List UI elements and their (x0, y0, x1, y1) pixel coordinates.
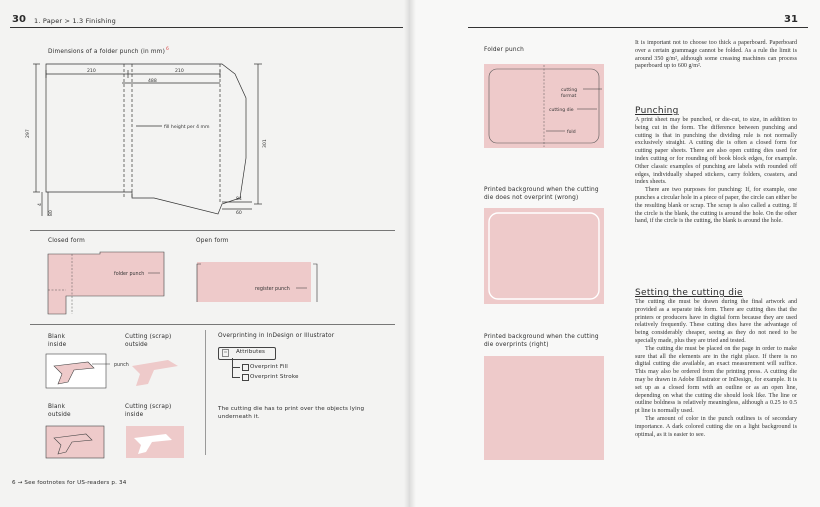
blank-inside-caption (48, 333, 66, 349)
dim-left-b: 80 (49, 210, 54, 216)
blank-inside-line2: inside (48, 342, 67, 348)
cutting-outside-caption (125, 333, 171, 349)
cutting-format-label-2: format (561, 94, 577, 99)
overprint-note-line2: underneath it. (218, 413, 260, 420)
dim-height: 297 (26, 129, 31, 138)
folder-punch-diagram (483, 63, 611, 151)
overprint-note-line1: The cutting die has to print over the objects lying (218, 406, 365, 412)
section-divider-1 (30, 230, 395, 231)
printed-bg-wrong-line1: Printed background when the cutting (484, 187, 599, 193)
overprint-fill-checkbox[interactable] (242, 364, 249, 371)
open-form-caption: Open form (196, 238, 229, 244)
cutting-die-label: cutting die (549, 108, 574, 113)
overprint-caption: Overprinting in InDesign or Illustrator (218, 333, 335, 339)
dims-caption-text: Dimensions of a folder punch (in mm) (48, 48, 166, 55)
overprint-note (218, 406, 364, 421)
cutting-inside-diagram (124, 424, 188, 460)
overprint-divider (205, 330, 206, 455)
overprint-stroke-checkbox[interactable] (242, 374, 249, 381)
footnote-mark: 6 (166, 47, 170, 52)
intro-paragraph: It is important not to choose too thick a paperboard. Paperboard over a certain grammage cannot be folded. As a rule the limit is around 350 g/m², although some creasing machines can process paperboard up to 600 g/m². (635, 40, 797, 70)
blank-outside-line1: Blank (48, 404, 66, 410)
cutting-inside-caption (125, 403, 171, 419)
printed-bg-right-line2: die overprints (right) (484, 342, 549, 348)
dim-right-height: 301 (263, 139, 268, 148)
folder-dimensions-diagram (26, 58, 280, 223)
footnote-reference: 6 → See footnotes for US-readers p. 34 (12, 480, 127, 486)
blank-inside-line1: Blank (48, 334, 66, 340)
printed-bg-wrong-line2: die does not overprint (wrong) (484, 195, 579, 201)
folder-punch-label: folder punch (114, 272, 145, 277)
dim-top-right: 210 (175, 69, 184, 74)
punch-label: punch (114, 363, 129, 368)
punching-heading: Punching (635, 106, 679, 116)
dim-total: 488 (148, 79, 157, 84)
cutting-outside-line2: outside (125, 342, 148, 348)
punching-paragraph-2: There are two purposes for punching: If, for example, one punches a circular hole in a piece of paper, the circle can either be the resulting blank or scrap. The scrap is also called a cutting. If the circle is the blank, the cutting is around the hole. On the other hand, if the circle is the cutting, the blank is around the hole. (635, 187, 797, 225)
punching-paragraph-1: A print sheet may be punched, or die-cut, to size, in addition to being cut in the form. The difference between punching and cutting is that in punching the dividing rule is not normally exclusively straight. A cutting die is often a closed form for cutting paper sheets. There are also open cutting dies used for index cutting or for rounding off book block edges, for example. Other classic examples of punching are labels with rounded off edges, individually shaped stickers, carry folders, coasters, and index sheets. (635, 117, 797, 186)
attributes-icon (222, 349, 230, 357)
printed-bg-wrong-caption (484, 186, 599, 202)
overprint-fill-label: Overprint Fill (250, 364, 288, 370)
setting-paragraph-1: The cutting die must be drawn during the final artwork and provided as a separate ink form. There are cutting dies that the printers or producers have in digital form because they are used relatively frequently. These cutting dies have the advantage of being considerably cheaper, seeing as they do not need to be specially made, plus they are tried and tested. (635, 299, 797, 344)
attributes-connector-stroke (232, 377, 240, 379)
register-punch-label: register punch (255, 287, 290, 292)
page-number-right: 31 (784, 14, 798, 25)
setting-section (635, 288, 797, 439)
cutting-outside-diagram (124, 352, 188, 392)
fill-height-label: fill height per 4 mm (164, 125, 210, 130)
section-divider-2 (30, 324, 395, 325)
header-rule-left (10, 27, 403, 28)
printed-bg-wrong-diagram (483, 207, 607, 307)
dim-left-a: 4 (38, 203, 43, 206)
printed-bg-right-line1: Printed background when the cutting (484, 334, 599, 340)
header-rule-right (468, 27, 808, 28)
dims-caption (48, 47, 169, 55)
attributes-label: Attributes (236, 349, 266, 355)
cutting-outside-line1: Cutting (scrap) (125, 334, 172, 340)
attributes-connector-fill (232, 367, 240, 369)
open-form-diagram (195, 260, 319, 306)
dim-bottom-a: 84 (236, 197, 242, 202)
cutting-inside-line1: Cutting (scrap) (125, 404, 172, 410)
closed-form-caption: Closed form (48, 238, 86, 244)
dim-top-left: 210 (87, 69, 96, 74)
setting-heading: Setting the cutting die (635, 288, 743, 298)
page-number-left: 30 (12, 14, 26, 25)
book-gutter (404, 0, 416, 507)
blank-outside-diagram (44, 424, 110, 460)
cutting-inside-line2: inside (125, 412, 144, 418)
overprint-stroke-label: Overprint Stroke (250, 374, 299, 380)
punching-section (635, 106, 797, 226)
blank-outside-caption (48, 403, 71, 419)
fold-label: fold (567, 130, 576, 135)
printed-bg-right-sheet (484, 356, 604, 460)
folder-punch-caption: Folder punch (484, 47, 525, 53)
dim-bottom-b: 60 (236, 211, 242, 216)
printed-bg-right-caption (484, 333, 599, 349)
setting-paragraph-2: The cutting die must be placed on the page in order to make sure that all the elements are in the right place. If there is no digital cutting die available, an exact measurement will suffice. This may also be ordered from the printing press. A cutting die may be drawn in Adobe Illustrator or InDesign, for example. It is set up as a closed form with an outline or as an open line, depending on what the cutting die should look like. The line or outline boldness is relatively meaningless, although a 0.25 to 0.5 pt line is normally used. (635, 345, 797, 415)
closed-form-diagram (44, 250, 174, 318)
setting-paragraph-3: The amount of color in the punch outlines is of secondary importance. A dark colored cutting die on a light background is optimal, as it is easier to see. (635, 415, 797, 438)
blank-outside-line2: outside (48, 412, 71, 418)
cutting-format-label-1: cutting (561, 88, 578, 93)
breadcrumb: 1. Paper > 1.3 Finishing (34, 17, 117, 25)
